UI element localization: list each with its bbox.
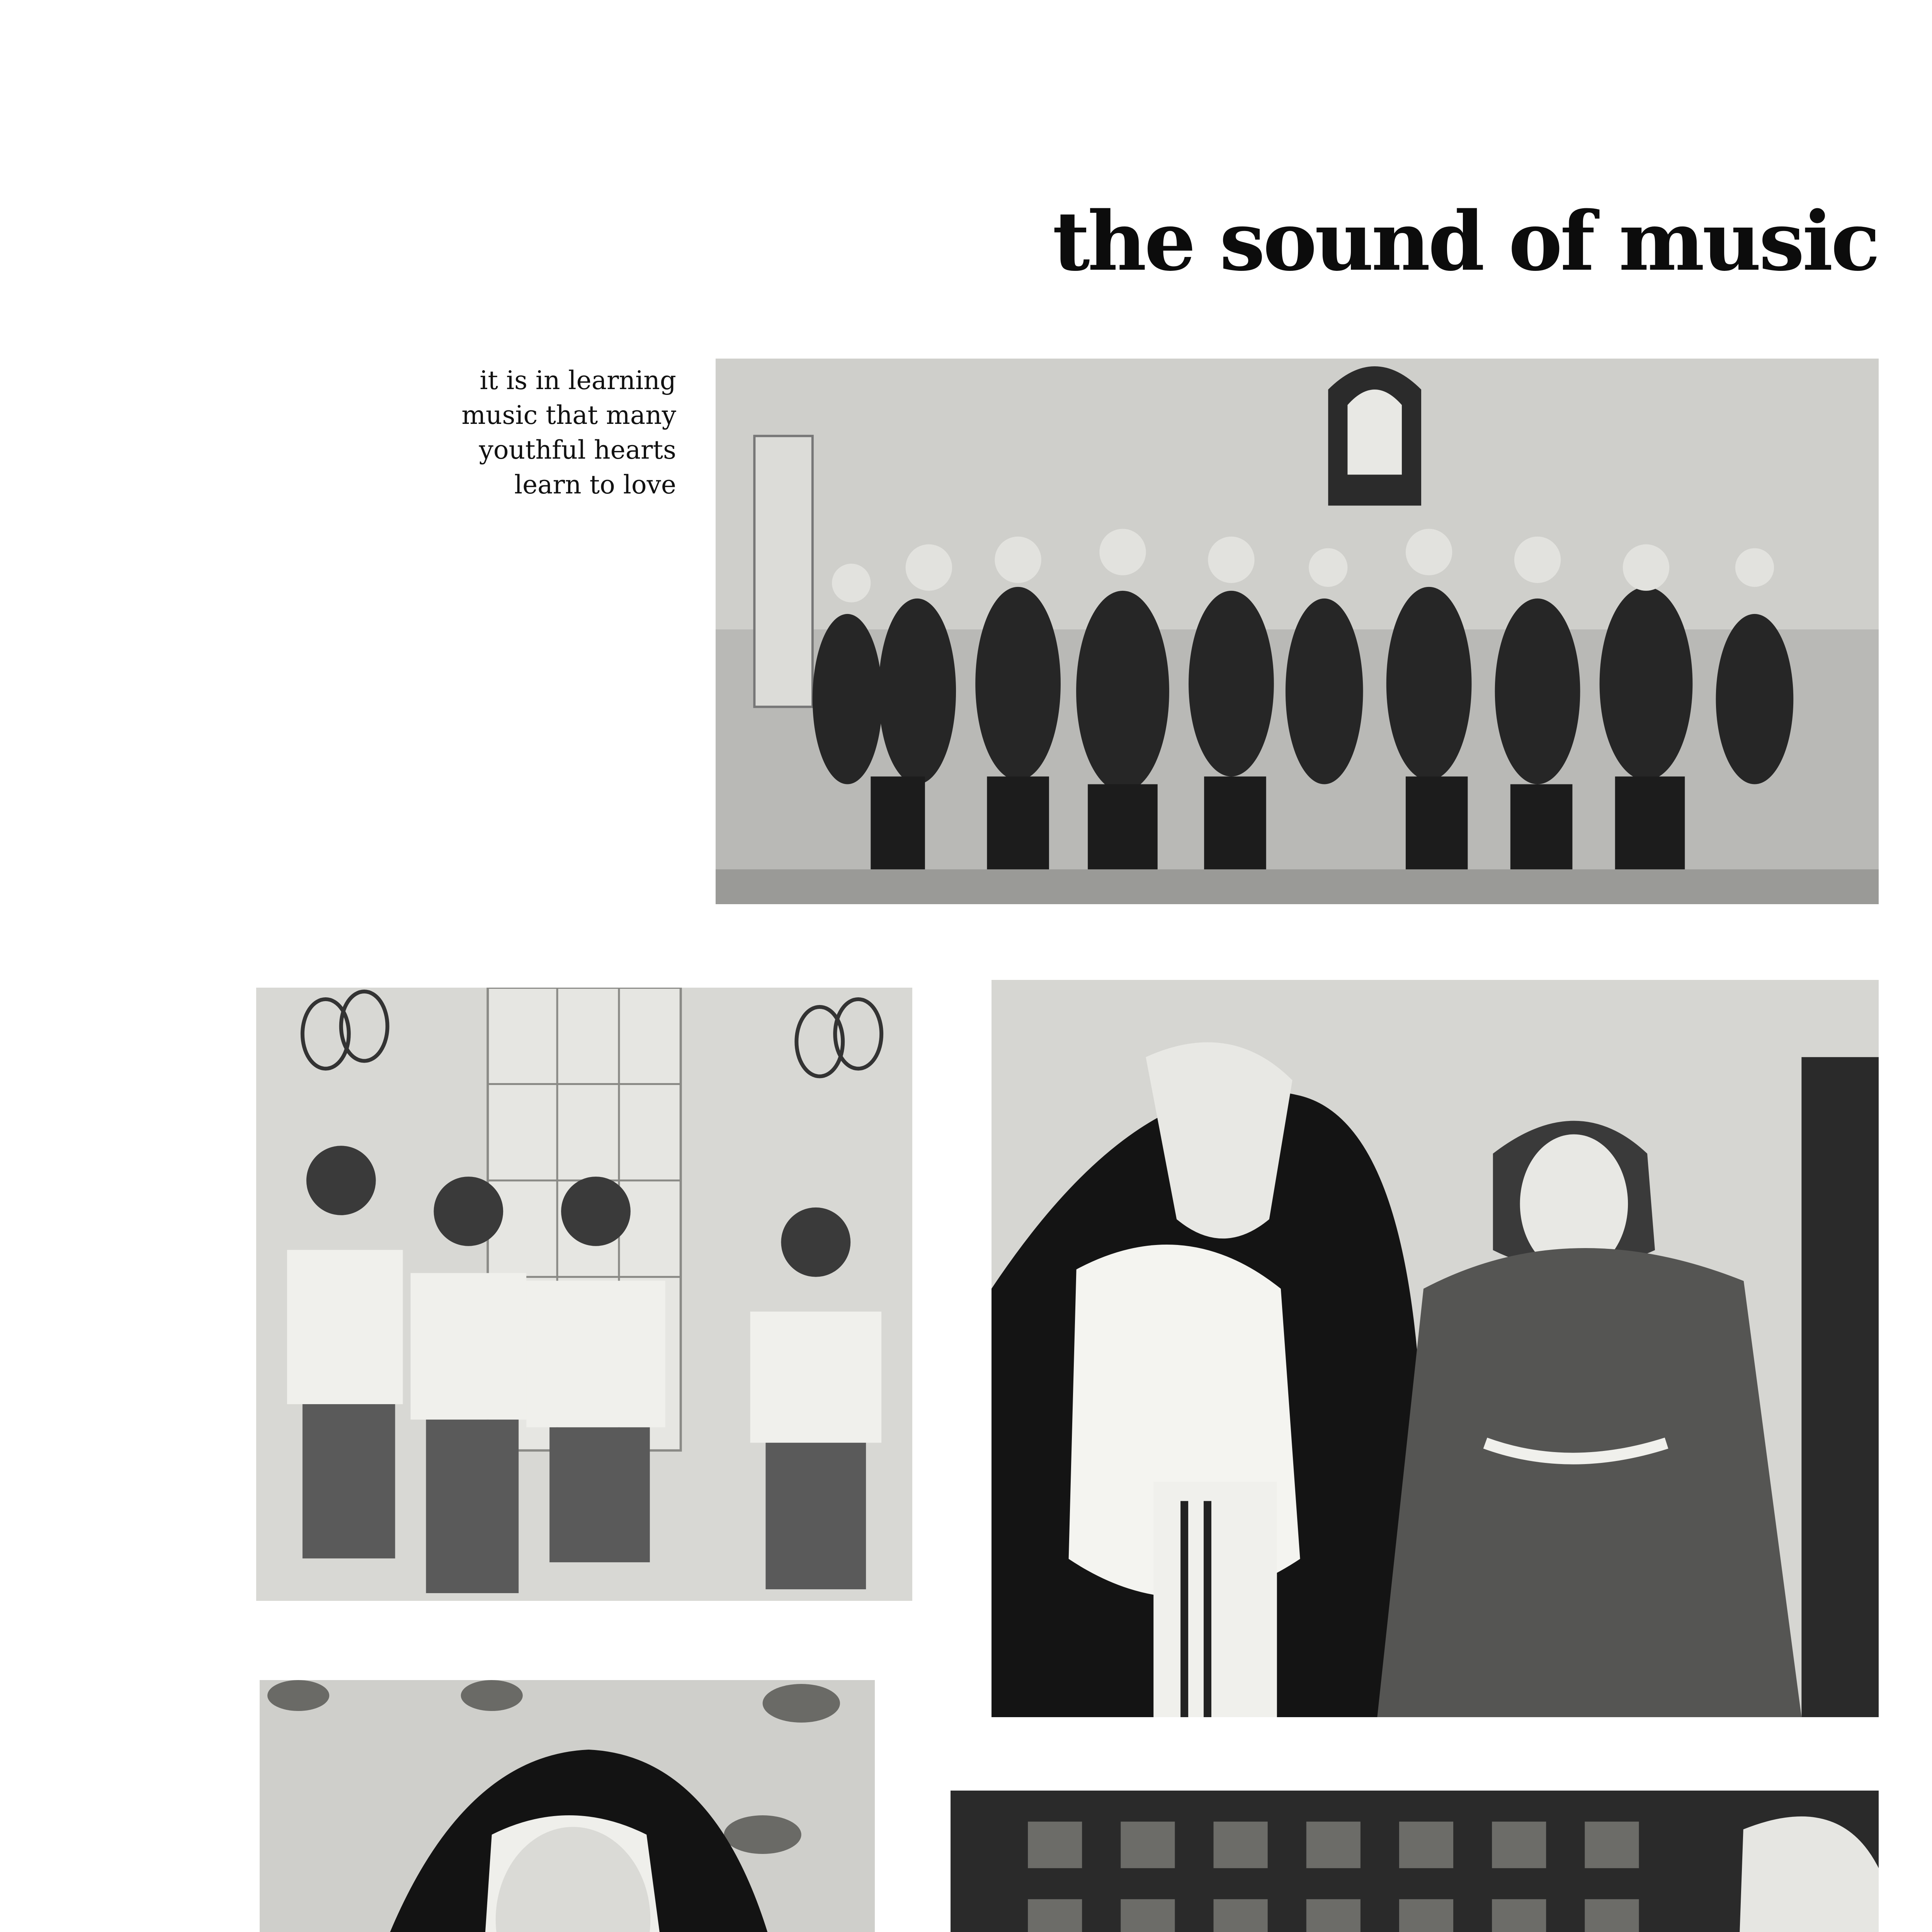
caption-line: youthful hearts — [479, 435, 676, 465]
choir-group-image — [716, 359, 1879, 904]
page-title: the sound of music — [1052, 194, 1878, 289]
nun-novice-image — [992, 980, 1879, 1717]
caption-line: learn to love — [514, 470, 676, 500]
caption-line: music that many — [461, 400, 676, 430]
smiling-nun-image — [260, 1680, 875, 1932]
photo-wedding-scene — [951, 1791, 1879, 1932]
photo-children-in-costume — [256, 988, 912, 1601]
children-costume-image — [256, 988, 912, 1601]
photo-nun-and-novice — [992, 980, 1879, 1717]
photo-smiling-nun — [260, 1680, 875, 1932]
wedding-scene-image — [951, 1791, 1879, 1932]
photo-choir-group — [716, 359, 1879, 904]
page-caption — [379, 363, 676, 502]
caption-line: it is in learning — [480, 366, 676, 395]
